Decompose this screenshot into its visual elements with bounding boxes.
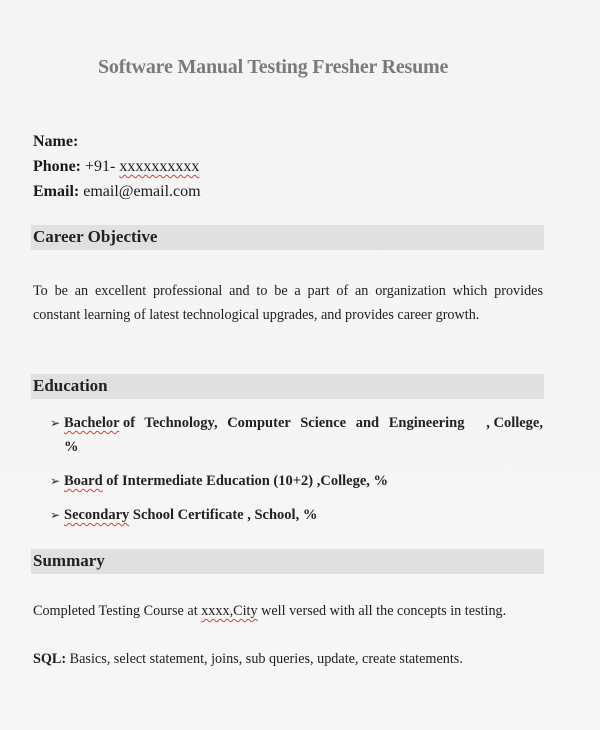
summary-heading: Summary: [33, 551, 105, 570]
summary-course-text-end: well versed with all the concepts in testing.: [257, 603, 507, 619]
summary-course-text: Completed Testing Course at: [33, 603, 202, 619]
career-objective-heading-bar: [31, 225, 544, 250]
education-item-bachelor-tail: , College,: [486, 415, 543, 431]
summary-course-line: [33, 603, 506, 620]
education-item-bachelor-text: of Technology, Computer Science and Engineering: [122, 415, 465, 431]
phone-label: Phone:: [33, 158, 81, 175]
education-item-secondary: [50, 503, 543, 527]
education-item-bachelor-word: Bachelor: [64, 415, 120, 431]
arrow-bullet-icon: ➢: [50, 474, 61, 488]
summary-city: xxxx,City: [201, 603, 258, 619]
career-objective-heading: Career Objective: [33, 227, 158, 246]
name-row: [33, 129, 201, 154]
education-item-intermediate-text: of Intermediate Education (10+2) ,College, %: [102, 473, 389, 489]
education-item-bachelor: [50, 411, 543, 459]
sql-text: Basics, select statement, joins, sub queries, update, create statements.: [66, 651, 463, 667]
sql-label: SQL:: [33, 651, 67, 667]
education-item-secondary-word: Secondary: [64, 507, 130, 523]
education-item-intermediate-word: Board: [64, 473, 103, 489]
contact-block: [33, 129, 201, 204]
phone-prefix: +91-: [85, 158, 116, 175]
summary-heading-bar: [31, 549, 544, 574]
document-title: Software Manual Testing Fresher Resume: [98, 56, 449, 78]
education-item-intermediate: [50, 469, 543, 493]
email-label: Email:: [33, 183, 80, 200]
name-label: Name:: [33, 133, 79, 150]
email-row: [33, 179, 201, 204]
education-item-bachelor-line2: %: [64, 439, 79, 455]
arrow-bullet-icon: ➢: [50, 508, 61, 522]
education-heading-bar: [31, 374, 544, 399]
arrow-bullet-icon: ➢: [50, 416, 61, 430]
summary-sql-line: [33, 651, 463, 668]
phone-row: [33, 154, 201, 179]
education-heading: Education: [33, 376, 108, 395]
email-value: email@email.com: [83, 183, 201, 200]
career-objective-text: To be an excellent professional and to be a part of an organization which provides constant learning of latest technological upgrades, and provides career growth.: [33, 283, 543, 323]
phone-value: xxxxxxxxxx: [119, 158, 200, 175]
education-item-secondary-text: School Certificate , School, %: [129, 507, 318, 523]
